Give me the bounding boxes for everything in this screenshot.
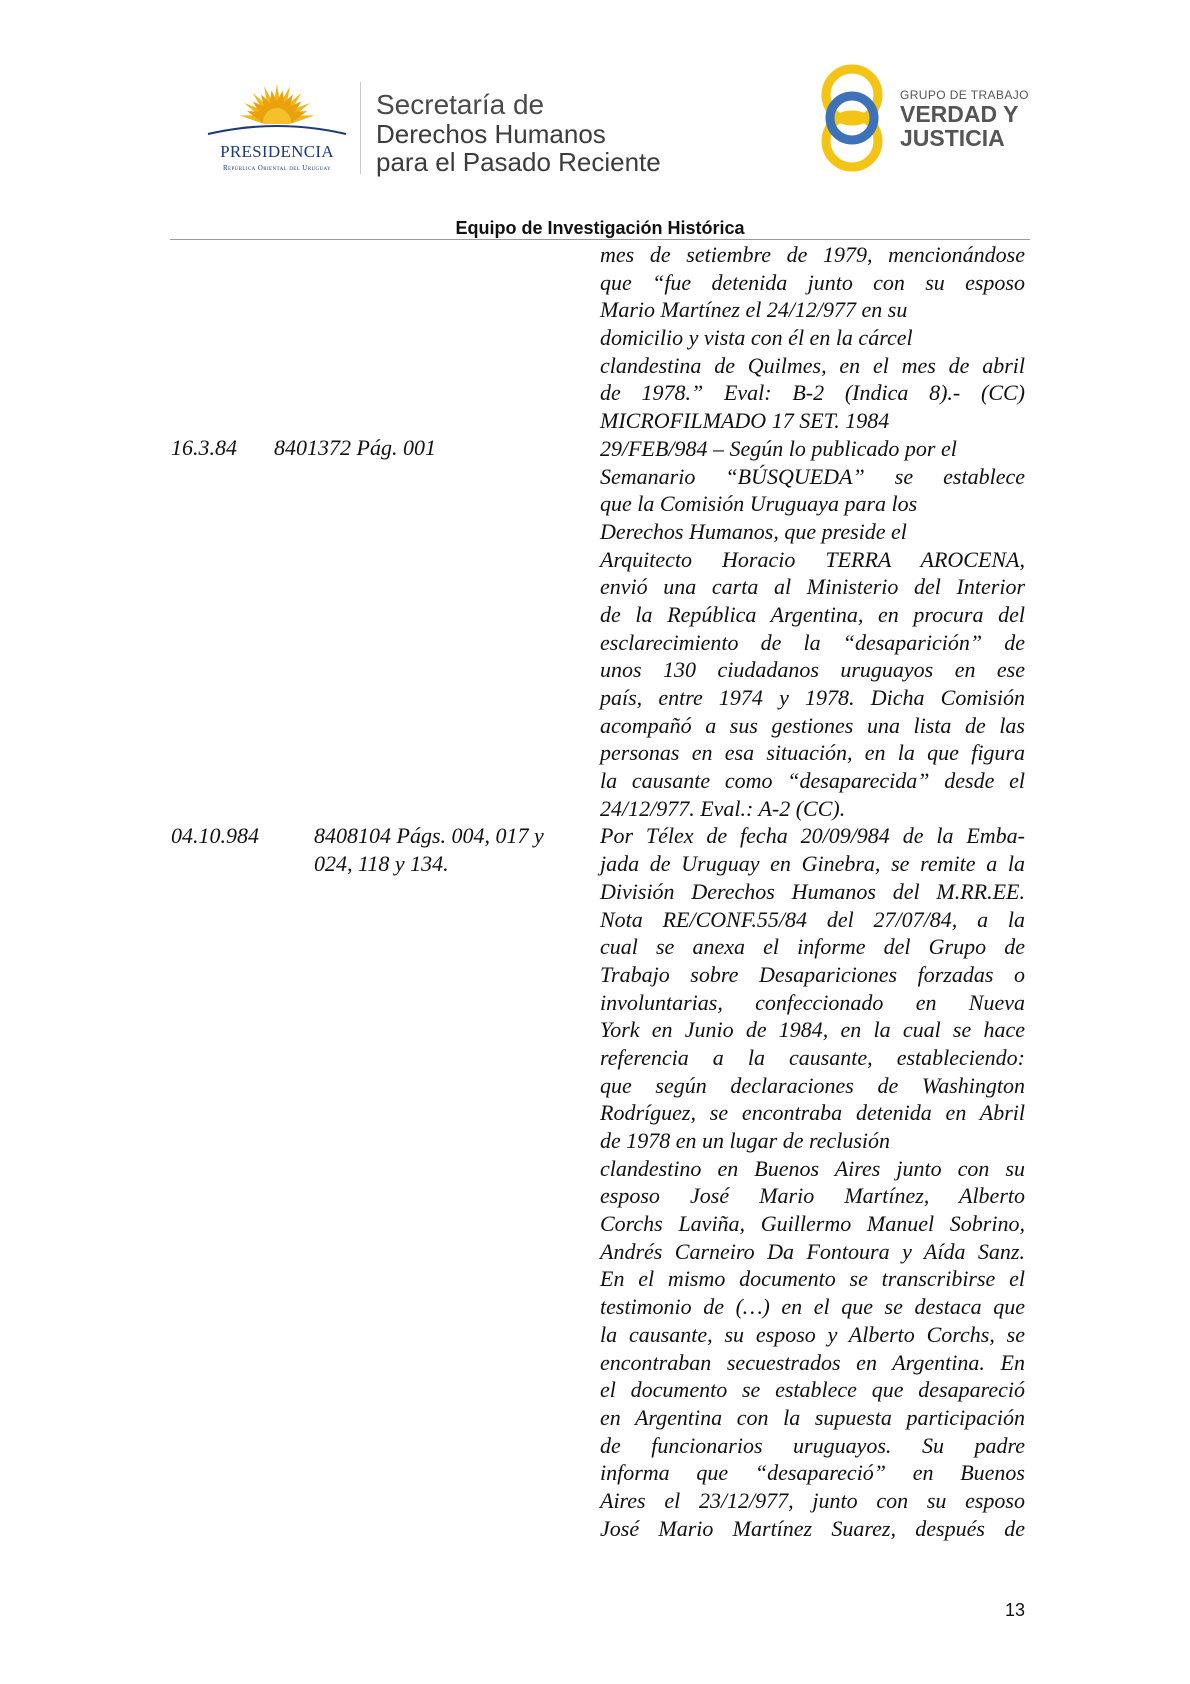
body-line: División Derechos Humanos del M.RR.EE. (600, 878, 1025, 904)
body-line: Trabajo sobre Desapariciones forzadas o (600, 961, 1025, 987)
body-line: encontraban secuestrados en Argentina. En (600, 1349, 1025, 1375)
body-line: que según declaraciones de Washington (600, 1072, 1025, 1098)
body-line: que “fue detenida junto con su esposo (600, 269, 1025, 295)
body-line: país, entre 1974 y 1978. Dicha Comisión (600, 685, 1025, 710)
body-text-column (600, 241, 1025, 1542)
body-line: de 1978 en un lugar de reclusión (600, 1128, 891, 1153)
secretaria-line-3: para el Pasado Reciente (376, 147, 661, 177)
body-line: York en Junio de 1984, en la cual se hace (600, 1017, 1025, 1043)
body-line: en Argentina con la supuesta participación (600, 1404, 1025, 1430)
body-line: involuntarias, confeccionado en Nueva (600, 989, 1025, 1015)
body-line: cual se anexa el informe del Grupo de (600, 934, 1025, 960)
row-1-reference: 8401372 Pág. 001 (274, 435, 436, 460)
body-line: el documento se establece que desapareció (600, 1377, 1025, 1403)
body-line: unos 130 ciudadanos uruguayos en ese (600, 657, 1025, 683)
sun-emblem-icon (198, 82, 356, 142)
body-line: referencia a la causante, estableciendo: (600, 1044, 1025, 1070)
rings-emblem-icon (820, 55, 900, 180)
body-line: 24/12/977. Eval.: A-2 (CC). (600, 795, 846, 821)
gt-line-1: GRUPO DE TRABAJO (900, 88, 1029, 102)
secretaria-line-1: Secretaría de (376, 89, 545, 120)
body-line: domicilio y vista con él en la cárcel (600, 325, 913, 351)
body-line: testimonio de (…) en el que se destaca que (600, 1294, 1025, 1320)
body-line: 29/FEB/984 – Según lo publicado por el (600, 435, 957, 461)
body-line: Nota RE/CONF.55/84 del 27/07/84, a la (600, 906, 1025, 932)
body-line: mes de setiembre de 1979, mencionándose (600, 242, 1025, 267)
row-2-date: 04.10.984 (171, 823, 259, 848)
row-2-reference-line-2: 024, 118 y 134. (314, 850, 449, 876)
body-line: En el mismo documento se transcribirse el (600, 1266, 1025, 1292)
body-line: esclarecimiento de la “desaparición” de (600, 629, 1025, 655)
body-line: la causante como “desaparecida” desde el (600, 768, 1025, 794)
body-line: clandestina de Quilmes, en el mes de abril (600, 352, 1025, 378)
body-line: la causante, su esposo y Alberto Corchs, se (600, 1321, 1025, 1347)
body-line: jada de Uruguay en Ginebra, se remite a la (600, 851, 1025, 877)
page-number: 13 (1005, 1600, 1026, 1620)
row-2-reference (314, 822, 544, 877)
header-rule (170, 239, 1030, 240)
body-line: que la Comisión Uruguaya para los (600, 491, 918, 517)
body-line: Arquitecto Horacio TERRA AROCENA, (600, 546, 1025, 572)
presidencia-name: PRESIDENCIA (220, 142, 334, 161)
body-line: esposo José Mario Martínez, Alberto (600, 1183, 1025, 1209)
secretaria-line-2: Derechos Humanos (376, 119, 606, 149)
secretaria-logo (376, 90, 661, 176)
row-1-date: 16.3.84 (171, 435, 237, 460)
body-line: personas en esa situación, en la que figura (600, 740, 1025, 766)
body-line: MICROFILMADO 17 SET. 1984 (600, 408, 890, 434)
body-line: Corchs Laviña, Guillermo Manuel Sobrino, (600, 1211, 1025, 1237)
body-line: de funcionarios uruguayos. Su padre (600, 1432, 1025, 1458)
gt-line-3: JUSTICIA (900, 125, 1005, 151)
team-title: Equipo de Investigación Histórica (455, 218, 745, 238)
body-line: Por Télex de fecha 20/09/984 de la Emba- (600, 823, 1025, 849)
body-line: envió una carta al Ministerio del Interior (600, 574, 1025, 600)
body-line: de la República Argentina, en procura del (600, 601, 1025, 627)
body-line: de 1978.” Eval: B-2 (Indica 8).- (CC) (600, 380, 1025, 406)
body-line: Derechos Humanos, que preside el (600, 518, 907, 544)
body-line: informa que “desapareció” en Buenos (600, 1460, 1025, 1486)
header-divider (360, 82, 361, 174)
body-line: clandestino en Buenos Aires junto con su (600, 1155, 1025, 1181)
page-header (0, 0, 1190, 200)
presidencia-subtitle: República Oriental del Uruguay (222, 164, 332, 172)
body-line: José Mario Martínez Suarez, después de (600, 1515, 1025, 1541)
body-line: acompañó a sus gestiones una lista de las (600, 712, 1025, 738)
body-line: Mario Martínez el 24/12/977 en su (600, 297, 908, 323)
body-line: Andrés Carneiro Da Fontoura y Aída Sanz. (600, 1238, 1025, 1264)
row-2-reference-line-1: 8408104 Págs. 004, 017 y (314, 823, 544, 848)
gt-line-2: VERDAD Y (900, 101, 1019, 127)
presidencia-logo (198, 82, 356, 178)
body-line: Rodríguez, se encontraba detenida en Abril (600, 1100, 1025, 1126)
body-line: Aires el 23/12/977, junto con su esposo (600, 1487, 1025, 1513)
verdad-justicia-logo (820, 55, 1030, 180)
body-line: Semanario “BÚSQUEDA” se establece (600, 463, 1025, 489)
